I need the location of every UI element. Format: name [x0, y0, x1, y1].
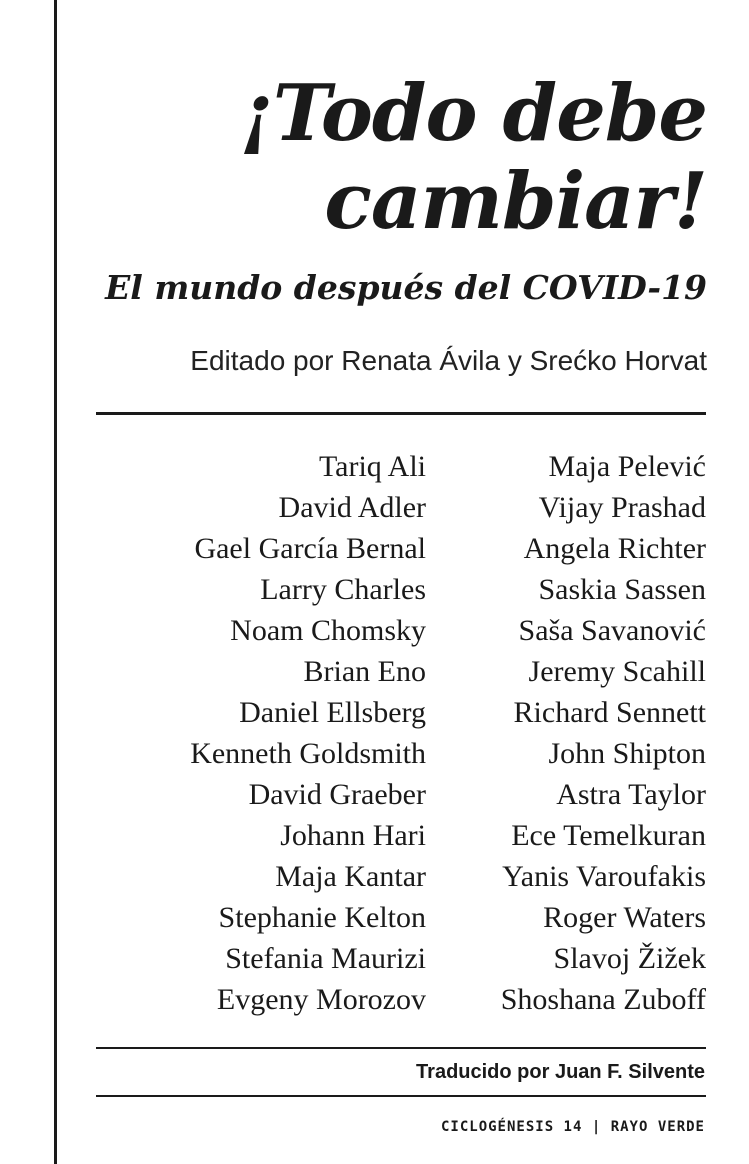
book-title-line-2: cambiar! — [324, 156, 707, 247]
translator-credit: Traducido por Juan F. Silvente — [416, 1061, 705, 1083]
contributor-name: Saša Savanović — [518, 614, 706, 647]
contributor-name: Kenneth Goldsmith — [190, 737, 426, 770]
contributor-name: Stefania Maurizi — [225, 942, 426, 975]
divider-top — [96, 412, 706, 415]
contributor-name: Daniel Ellsberg — [239, 696, 426, 729]
contributor-name: Saskia Sassen — [538, 573, 706, 606]
divider-middle — [96, 1047, 706, 1049]
contributor-name: Tariq Ali — [318, 450, 426, 483]
contributor-name: Angela Richter — [523, 532, 706, 565]
book-subtitle: El mundo después del COVID-19 — [105, 268, 707, 307]
contributor-name: Brian Eno — [303, 655, 426, 688]
contributor-name: Richard Sennett — [513, 696, 706, 729]
editors-credit: Editado por Renata Ávila y Srećko Horvat — [190, 345, 707, 376]
contributor-name: Larry Charles — [260, 573, 426, 606]
contributors-right-column — [446, 446, 706, 1020]
contributor-name: Astra Taylor — [556, 778, 706, 811]
series-imprint: CICLOGÉNESIS 14 | RAYO VERDE — [440, 1119, 705, 1135]
contributor-name: David Graeber — [248, 778, 426, 811]
contributor-name: Roger Waters — [543, 901, 706, 934]
contributor-name: Shoshana Zuboff — [500, 983, 706, 1016]
contributor-name: Slavoj Žižek — [553, 942, 706, 975]
contributor-name: Evgeny Morozov — [216, 983, 426, 1016]
contributor-name: Vijay Prashad — [538, 491, 706, 524]
contributor-name: Jeremy Scahill — [528, 655, 706, 688]
contributors-left-column — [96, 446, 426, 1020]
contributor-name: Maja Pelević — [548, 450, 706, 483]
spine-line — [54, 0, 57, 1164]
contributor-name: Stephanie Kelton — [218, 901, 426, 934]
contributor-name: Ece Temelkuran — [511, 819, 706, 852]
book-title-line-1: ¡Todo debe — [239, 68, 707, 159]
book-title — [107, 70, 707, 246]
contributor-name: John Shipton — [548, 737, 706, 770]
contributor-name: Yanis Varoufakis — [502, 860, 706, 893]
contributor-name: Noam Chomsky — [230, 614, 426, 647]
divider-bottom — [96, 1095, 706, 1097]
contributor-name: Gael García Bernal — [194, 532, 426, 565]
contributor-name: Johann Hari — [280, 819, 426, 852]
contributor-name: Maja Kantar — [275, 860, 426, 893]
contributor-name: David Adler — [278, 491, 426, 524]
